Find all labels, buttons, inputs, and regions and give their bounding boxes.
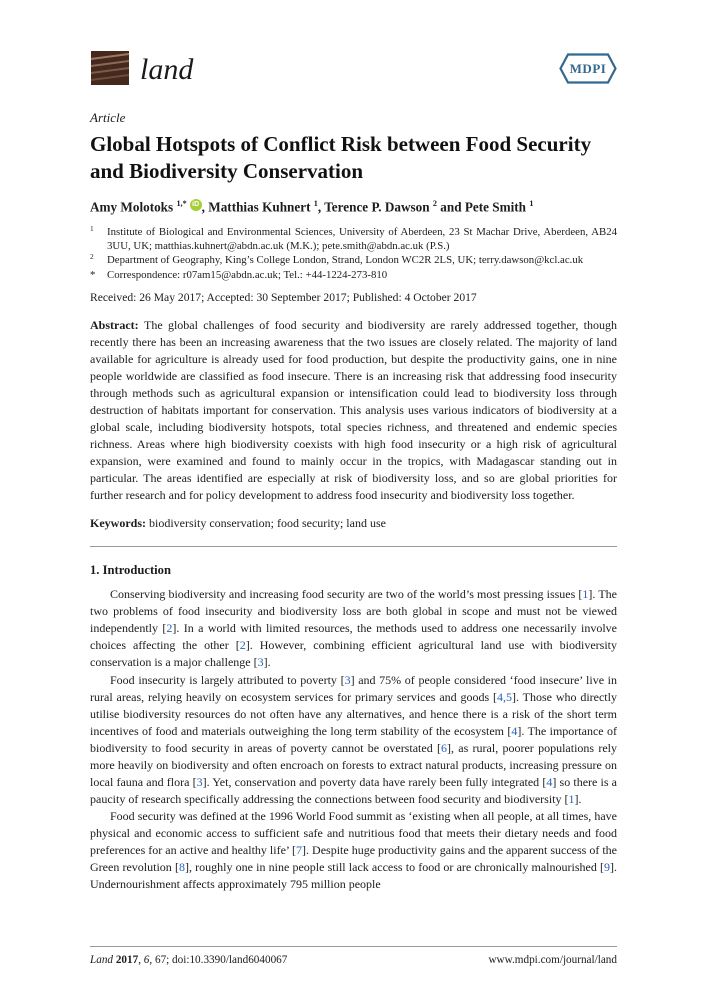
affiliation-text: Institute of Biological and Environmental Sciences, University of Aberdeen, 23 St Machar Drive, Aberdeen, AB24 3UU, UK; matthias.kuhnert@abdn.ac.uk (M.K.); pete.smith@abdn.ac.uk (P.S.): [107, 225, 617, 253]
citation-link[interactable]: 9: [604, 859, 611, 874]
mdpi-logo: [559, 53, 617, 84]
intro-paragraph-2: Food insecurity is largely attributed to poverty [3] and 75% of people considered ‘food insecure’ live in rural areas, relying heavily on ecosystem services for primary services and goods [4,5]. Those who directly utilise biodiversity resources do not often have any alternatives, and hence there is a risk of the short term incentives of food and materials outweighing the long term stability of the ecosystem [4]. The importance of biodiversity to food security in areas of poverty cannot be overstated [6], as rural, poorer populations rely more heavily on biodiversity and often encroach on forests to extract natural products, increasing pressure on local fauna and flora [3]. Yet, conservation and poverty data have rarely been fully integrated [4] so there is a paucity of research specifically addressing the connections between food security and biodiversity [1].: [90, 672, 618, 806]
authors-line: Amy Molotoks $^{1,*}$ iD , Matthias Kuhnert $^1$, Terence P. Dawson $^2$ and Pete Smith $^1$: [90, 198, 534, 214]
author-affiliation-superscript: 1: [529, 198, 534, 208]
article-type-label: Article: [90, 110, 126, 125]
mdpi-logo-text: MDPI: [569, 60, 607, 76]
citation-link[interactable]: 2: [166, 621, 173, 636]
affiliations: [90, 225, 617, 282]
affiliation-marker: *: [90, 268, 96, 281]
journal-url-link[interactable]: www.mdpi.com/journal/land: [488, 954, 617, 966]
citation-link[interactable]: 3: [257, 655, 264, 670]
affiliation-marker: 2: [90, 252, 94, 262]
citation-link[interactable]: 7: [296, 842, 303, 857]
page-title: Global Hotspots of Conflict Risk between Food Security and Biodiversity Conservation: [90, 132, 592, 184]
author-affiliation-superscript: 1,*: [176, 198, 187, 208]
affiliation-row: [90, 225, 617, 254]
journal-logo: [90, 48, 193, 88]
history-dates: Received: 26 May 2017; Accepted: 30 September 2017; Published: 4 October 2017: [90, 290, 477, 304]
journal-name: land: [140, 53, 194, 86]
abstract: Abstract: The global challenges of food security and biodiversity are rarely addressed together, though recently there has been an increasing awareness that the two issues are closely related. The majority of land available for agriculture is already used for food production, but despite the productivity gains, one in nine people worldwide are classified as food insecure. There is an increasing risk that addressing food insecurity through methods such as agricultural expansion or intensification could lead to biodiversity loss through destruction of habitats important for conservation. This analysis uses various indicators of biodiversity at a global scale, including biodiversity hotspots, total species richness, and threatened and endemic species richness. Areas where high biodiversity coexists with high food insecurity or a high risk of agricultural expansion, were examined and found to mainly occur in the tropics, with Madagascar standing out in particular. The areas identified are especially at risk of biodiversity loss, and so are global priorities for further research and for policy development to address food insecurity and biodiversity loss together.: [90, 317, 617, 503]
page-footer: [90, 946, 617, 966]
citation-link[interactable]: 2: [239, 638, 246, 653]
citation-link[interactable]: 3: [196, 774, 203, 789]
citation-link[interactable]: 4,5: [497, 689, 513, 704]
intro-paragraph-1: Conserving biodiversity and increasing food security are two of the world’s most pressing issues [1]. The two problems of food insecurity and biodiversity loss are both global in scope and must not be viewed independently [2]. In a world with limited resources, the methods used to address one necessarily involve choices affecting the other [2]. However, combining efficient agricultural land use with biodiversity conservation is a major challenge [3].: [90, 587, 618, 670]
affiliation-row: [90, 268, 617, 282]
keywords: Keywords: biodiversity conservation; food security; land use: [90, 516, 386, 531]
author-affiliation-superscript: 2: [432, 198, 437, 208]
footer-citation: Land 2017, 6, 67; doi:10.3390/land6040067: [90, 954, 288, 966]
affiliation-row: [90, 253, 617, 267]
section-heading-introduction: 1. Introduction: [90, 563, 171, 578]
affiliation-marker: 1: [90, 223, 94, 233]
affiliation-text: Correspondence: r07am15@abdn.ac.uk; Tel.: +44-1224-273-810: [107, 268, 388, 281]
author-affiliation-superscript: 1: [313, 198, 318, 208]
intro-paragraph-3: Food security was defined at the 1996 World Food summit as ‘existing when all people, at all times, have physical and economic access to sufficient safe and nutritious food that meets their dietary needs and food preferences for an active and healthy life’ [7]. Despite huge productivity gains and the apparent success of the Green revolution [8], roughly one in nine people still lack access to food or are chronically malnourished [9]. Undernourishment affects approximately 795 million people: [90, 808, 618, 891]
citation-link[interactable]: 1: [568, 791, 575, 806]
citation-link[interactable]: 4: [511, 723, 518, 738]
citation-link[interactable]: 4: [546, 774, 553, 789]
citation-link[interactable]: 3: [344, 672, 351, 687]
orcid-icon[interactable]: iD: [190, 199, 202, 211]
citation-link[interactable]: 6: [440, 740, 447, 755]
divider: [90, 546, 617, 547]
citation-link[interactable]: 8: [178, 859, 185, 874]
masthead: [90, 48, 617, 88]
affiliation-text: Department of Geography, King’s College London, Strand, London WC2R 2LS, UK; terry.dawson@kcl.ac.uk: [107, 254, 584, 267]
land-logo-icon: [90, 48, 130, 88]
citation-link[interactable]: 1: [582, 587, 589, 602]
